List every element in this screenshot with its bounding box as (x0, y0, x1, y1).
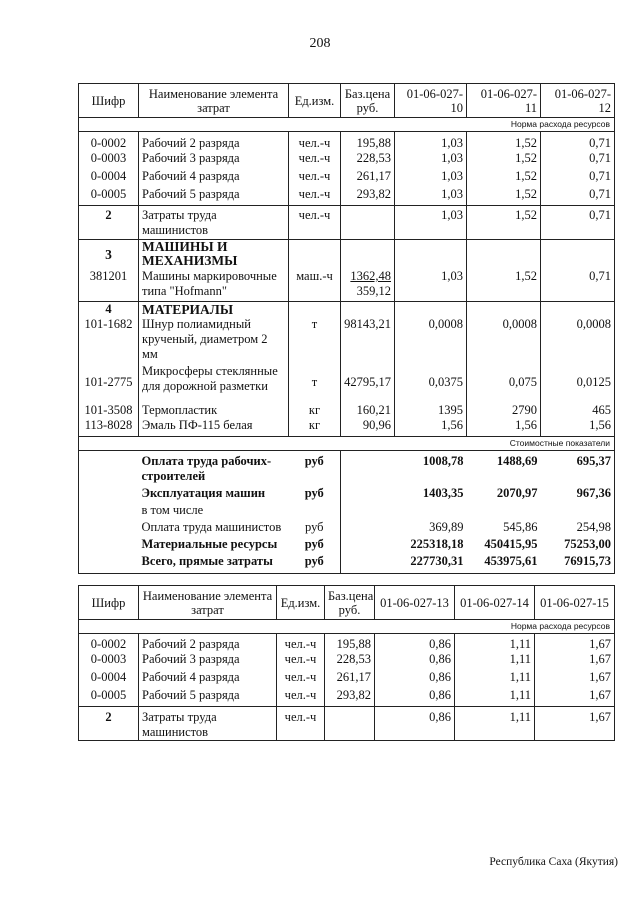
row-value-c: 1,67 (535, 634, 615, 653)
empty-cell (341, 239, 395, 269)
empty-cell (79, 520, 139, 537)
row-name: Эмаль ПФ-115 белая (139, 418, 289, 436)
row-value-c: 1,67 (535, 670, 615, 688)
row-unit: маш.-ч (289, 269, 341, 301)
cost-row (79, 503, 615, 520)
row-code: 0-0002 (79, 132, 139, 152)
row-unit: чел.-ч (289, 205, 341, 239)
cost-row (79, 554, 615, 573)
cost-unit: руб (289, 554, 341, 573)
row-value-a: 1395 (395, 400, 467, 418)
empty-cell (541, 503, 615, 520)
table-row (79, 400, 615, 418)
header-col-a: 01-06-027-13 (375, 586, 455, 620)
table-row (79, 269, 615, 301)
row-value-c: 0,71 (541, 205, 615, 239)
row-unit: чел.-ч (277, 634, 325, 653)
empty-cell (79, 486, 139, 503)
row-price (341, 205, 395, 239)
cost-unit: руб (304, 453, 324, 468)
row-name: Рабочий 2 разряда (139, 132, 289, 152)
section-code: 4 (79, 301, 139, 317)
cost-name: Оплата труда машинистов (141, 520, 282, 534)
cost-unit: руб (304, 520, 324, 534)
norm-note: Норма расхода ресурсов (79, 620, 615, 634)
row-unit: кг (289, 400, 341, 418)
row-price: 90,96 (341, 418, 395, 436)
row-unit: чел.-ч (277, 670, 325, 688)
empty-cell (79, 554, 139, 573)
row-value-b: 0,0008 (467, 317, 541, 364)
header-code: Шифр (79, 586, 139, 620)
price-bottom: 359,12 (356, 284, 391, 298)
row-value-a: 0,86 (375, 706, 455, 740)
row-value-a: 0,86 (375, 652, 455, 670)
row-unit: т (289, 364, 341, 400)
row-code: 0-0004 (79, 169, 139, 187)
table-row (79, 364, 615, 400)
row-value-b: 1,56 (467, 418, 541, 436)
row-unit: чел.-ч (289, 132, 341, 152)
row-value-a: 0,0375 (395, 364, 467, 400)
row-code: 101-2775 (79, 364, 139, 400)
row-value-c: 1,67 (535, 652, 615, 670)
row-unit: чел.-ч (289, 187, 341, 205)
resource-table-2 (78, 585, 615, 741)
row-price: 42795,17 (341, 364, 395, 400)
cost-name: Оплата труда рабочих-строителей (141, 453, 272, 483)
row-value-a: 1,03 (395, 187, 467, 205)
row-name: Рабочий 5 разряда (139, 688, 277, 706)
row-value-a: 1,03 (395, 169, 467, 187)
row-name: Рабочий 3 разряда (139, 652, 277, 670)
table-row (79, 652, 615, 670)
row-name: Рабочий 4 разряда (139, 169, 289, 187)
cost-value-c: 967,36 (541, 486, 615, 503)
row-value-b: 1,52 (467, 205, 541, 239)
row-value-a: 0,86 (375, 670, 455, 688)
norm-note-row (79, 620, 615, 634)
empty-cell (341, 520, 395, 537)
row-value-c: 0,71 (541, 151, 615, 169)
row-price: 293,82 (341, 187, 395, 205)
section-row (79, 239, 615, 269)
footer-region: Республика Саха (Якутия) (489, 856, 618, 868)
row-price: 228,53 (325, 652, 375, 670)
header-price: Баз.цена руб. (341, 84, 395, 118)
row-code: 0-0005 (79, 187, 139, 205)
row-unit: чел.-ч (277, 652, 325, 670)
row-value-c: 0,71 (541, 269, 615, 301)
row-value-b: 1,11 (455, 706, 535, 740)
empty-cell (341, 537, 395, 554)
cost-value-c: 75253,00 (541, 537, 615, 554)
row-value-b: 1,11 (455, 634, 535, 653)
empty-cell (341, 554, 395, 573)
row-value-b: 1,52 (467, 187, 541, 205)
cost-name: Всего, прямые затраты (139, 554, 289, 573)
row-unit: чел.-ч (277, 706, 325, 740)
cost-unit: руб (304, 486, 324, 500)
row-name: Затраты труда машинистов (139, 205, 289, 239)
row-code: 0-0003 (79, 652, 139, 670)
cost-name: Эксплуатация машин (141, 486, 266, 500)
row-name: Рабочий 5 разряда (139, 187, 289, 205)
empty-cell (341, 503, 395, 520)
row-value-b: 1,11 (455, 652, 535, 670)
row-price: 293,82 (325, 688, 375, 706)
empty-cell (541, 239, 615, 269)
table-row (79, 151, 615, 169)
table-row (79, 187, 615, 205)
row-value-b: 0,075 (467, 364, 541, 400)
row-name: Микросферы стеклянные для дорожной разметки (139, 364, 289, 400)
table-row (79, 670, 615, 688)
table-row (79, 317, 615, 364)
cost-value-c: 695,37 (541, 450, 615, 486)
table-row (79, 169, 615, 187)
row-value-c: 1,67 (535, 706, 615, 740)
row-value-b: 1,11 (455, 670, 535, 688)
empty-cell (79, 450, 139, 486)
row-unit: чел.-ч (289, 151, 341, 169)
cost-row (79, 520, 615, 537)
cost-value-a: 227730,31 (395, 554, 467, 573)
cost-value-b: 2070,97 (496, 486, 538, 500)
empty-cell (289, 503, 341, 520)
row-price: 261,17 (341, 169, 395, 187)
empty-cell (467, 239, 541, 269)
row-price: 195,88 (325, 634, 375, 653)
row-price: 228,53 (341, 151, 395, 169)
row-value-c: 465 (541, 400, 615, 418)
row-code: 0-0004 (79, 670, 139, 688)
row-value-b: 1,52 (467, 132, 541, 152)
empty-cell (395, 503, 467, 520)
empty-cell (341, 450, 395, 486)
norm-note: Норма расхода ресурсов (79, 118, 615, 132)
row-value-b: 1,52 (467, 269, 541, 301)
price-top: 1362,48 (350, 269, 391, 283)
row-value-a: 1,03 (395, 132, 467, 152)
section-title: МАШИНЫ И МЕХАНИЗМЫ (139, 239, 289, 269)
row-value-c: 1,67 (535, 688, 615, 706)
cost-value-b: 453975,61 (467, 554, 541, 573)
row-unit: т (289, 317, 341, 364)
row-value-b: 1,52 (467, 151, 541, 169)
row-value-c: 0,71 (541, 187, 615, 205)
row-name: Рабочий 4 разряда (139, 670, 277, 688)
table-row (79, 418, 615, 436)
header-price: Баз.цена руб. (325, 586, 375, 620)
row-code: 381201 (79, 269, 139, 301)
resource-table-1 (78, 83, 615, 574)
header-unit: Ед.изм. (289, 84, 341, 118)
header-col-c: 01-06-027-12 (541, 84, 615, 118)
header-unit: Ед.изм. (277, 586, 325, 620)
row-value-a: 1,03 (395, 151, 467, 169)
row-value-a: 1,56 (395, 418, 467, 436)
section-code: 3 (79, 239, 139, 269)
row-code: 0-0002 (79, 634, 139, 653)
row-value-a: 1,03 (395, 205, 467, 239)
row-name: Рабочий 3 разряда (139, 151, 289, 169)
section-row (79, 301, 615, 317)
header-col-a: 01-06-027-10 (395, 84, 467, 118)
cost-row (79, 486, 615, 503)
row-value-a: 0,0008 (395, 317, 467, 364)
row-price: 261,17 (325, 670, 375, 688)
cost-value-b: 450415,95 (484, 537, 538, 551)
empty-cell (541, 301, 615, 317)
row-name: Машины маркировочные типа "Hofmann" (139, 269, 289, 301)
cost-value-a: 225318,18 (410, 537, 464, 551)
empty-cell (79, 537, 139, 554)
row-value-a: 1,03 (395, 269, 467, 301)
row-price: 98143,21 (341, 317, 395, 364)
row-unit: чел.-ч (277, 688, 325, 706)
header-code: Шифр (79, 84, 139, 118)
section-title: МАТЕРИАЛЫ (139, 301, 289, 317)
table-row (79, 688, 615, 706)
cost-value-a: 1403,35 (422, 486, 464, 500)
empty-cell (289, 301, 341, 317)
empty-cell (79, 503, 139, 520)
empty-cell (341, 301, 395, 317)
row-price (341, 269, 395, 301)
norm-note-row (79, 118, 615, 132)
cost-note: Стоимостные показатели (79, 436, 615, 450)
cost-value-a: 369,89 (429, 520, 464, 534)
row-code: 2 (79, 706, 139, 740)
row-name: Затраты труда машинистов (139, 706, 277, 740)
cost-value-c: 254,98 (541, 520, 615, 537)
row-name: Термопластик (139, 400, 289, 418)
empty-cell (395, 239, 467, 269)
cost-value-a: 1008,78 (422, 453, 464, 468)
table-header-row (79, 586, 615, 620)
cost-row (79, 450, 615, 486)
row-name: Рабочий 2 разряда (139, 634, 277, 653)
row-value-c: 0,71 (541, 132, 615, 152)
empty-cell (467, 503, 541, 520)
row-price: 160,21 (341, 400, 395, 418)
empty-cell (467, 301, 541, 317)
header-col-b: 01-06-027-14 (455, 586, 535, 620)
header-name: Наименование элемента затрат (139, 586, 277, 620)
row-value-b: 2790 (467, 400, 541, 418)
row-value-c: 0,71 (541, 169, 615, 187)
row-value-b: 1,11 (455, 688, 535, 706)
cost-row (79, 537, 615, 554)
table-header-row (79, 84, 615, 118)
page-number: 208 (309, 36, 331, 51)
row-value-b: 1,52 (467, 169, 541, 187)
header-name: Наименование элемента затрат (139, 84, 289, 118)
table-row (79, 634, 615, 653)
cost-note-row (79, 436, 615, 450)
header-col-c: 01-06-027-15 (535, 586, 615, 620)
row-value-c: 0,0125 (541, 364, 615, 400)
empty-cell (395, 301, 467, 317)
row-value-c: 1,56 (541, 418, 615, 436)
row-code: 101-3508 (79, 400, 139, 418)
table-row (79, 132, 615, 152)
table-row (79, 205, 615, 239)
cost-value-b: 1488,69 (496, 453, 538, 468)
cost-name: в том числе (141, 503, 204, 517)
row-unit: чел.-ч (289, 169, 341, 187)
row-code: 0-0003 (79, 151, 139, 169)
header-col-b: 01-06-027-11 (467, 84, 541, 118)
cost-value-b: 545,86 (503, 520, 538, 534)
row-code: 101-1682 (79, 317, 139, 364)
row-price (325, 706, 375, 740)
row-code: 113-8028 (79, 418, 139, 436)
cost-value-c: 76915,73 (541, 554, 615, 573)
row-unit: кг (289, 418, 341, 436)
row-value-a: 0,86 (375, 688, 455, 706)
table-row (79, 706, 615, 740)
row-value-a: 0,86 (375, 634, 455, 653)
row-name: Шнур полиамидный крученый, диаметром 2 мм (139, 317, 289, 364)
cost-name: Материальные ресурсы (141, 537, 278, 551)
row-price: 195,88 (341, 132, 395, 152)
empty-cell (341, 486, 395, 503)
empty-cell (289, 239, 341, 269)
row-code: 2 (79, 205, 139, 239)
cost-unit: руб (304, 537, 324, 551)
row-code: 0-0005 (79, 688, 139, 706)
row-value-c: 0,0008 (541, 317, 615, 364)
